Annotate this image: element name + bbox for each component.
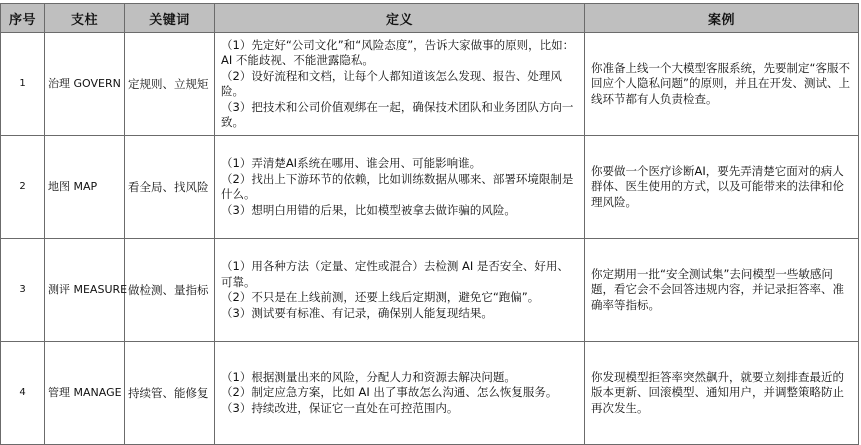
- row-keywords: 做检测、量指标: [125, 239, 215, 342]
- row-keywords: 定规则、立规矩: [125, 33, 215, 136]
- ai-risk-framework-table: [0, 3, 859, 445]
- row-num: 3: [1, 239, 45, 342]
- ai-risk-framework-table-wrapper: [0, 3, 858, 445]
- row-num: 1: [1, 33, 45, 136]
- definition-item: （1）用各种方法（定量、定性或混合）去检测 AI 是否安全、好用、可靠。: [221, 259, 569, 289]
- header-definition: 定义: [215, 4, 585, 33]
- definition-item: （3）把技术和公司价值观绑在一起，确保技术团队和业务团队方向一致。: [221, 99, 574, 129]
- header-keywords: 关键词: [125, 4, 215, 33]
- definition-item: （3）测试要有标准、有记录，确保别人能复现结果。: [221, 305, 493, 320]
- row-keywords: 看全局、找风险: [125, 136, 215, 239]
- row-num: 4: [1, 342, 45, 445]
- table-row: [1, 136, 859, 239]
- definition-item: （1）根据测量出来的风险，分配人力和资源去解决问题。: [221, 369, 516, 384]
- table-header-row: [1, 4, 859, 33]
- header-case: 案例: [585, 4, 859, 33]
- definition-item: （1）先定好“公司文化”和“风险态度”，告诉大家做事的原则，比如：AI 不能歧视、不能泄露隐私。: [221, 37, 575, 67]
- row-pillar: 治理 GOVERN: [45, 33, 125, 136]
- row-pillar: 地图 MAP: [45, 136, 125, 239]
- definition-item: （2）不只是在上线前测，还要上线后定期测，避免它“跑偏”。: [221, 290, 540, 304]
- definition-item: （2）找出上下游环节的依赖，比如训练数据从哪来、部署环境限制是什么。: [221, 171, 574, 201]
- definition-item: （2）制定应急方案，比如 AI 出了事故怎么沟通、怎么恢复服务。: [221, 385, 558, 400]
- table-row: [1, 342, 859, 445]
- definition-item: （2）设好流程和文档，让每个人都知道该怎么发现、报告、处理风险。: [221, 68, 562, 98]
- definition-item: （1）弄清楚AI系统在哪用、谁会用、可能影响谁。: [221, 156, 482, 170]
- row-definition: [215, 136, 585, 239]
- row-definition: [215, 33, 585, 136]
- definition-item: （3）持续改进，保证它一直处在可控范围内。: [221, 400, 459, 415]
- header-pillar: 支柱: [45, 4, 125, 33]
- row-case: 你发现模型拒答率突然飙升，就要立刻排查最近的版本更新、回滚模型、通知用户，并调整策略防止再次发生。: [585, 342, 859, 445]
- row-definition: [215, 239, 585, 342]
- row-num: 2: [1, 136, 45, 239]
- table-row: [1, 33, 859, 136]
- row-pillar: 管理 MANAGE: [45, 342, 125, 445]
- row-pillar: 测评 MEASURE: [45, 239, 125, 342]
- row-case: 你要做一个医疗诊断AI，要先弄清楚它面对的病人群体、医生使用的方式，以及可能带来的法律和伦理风险。: [585, 136, 859, 239]
- table-row: [1, 239, 859, 342]
- row-keywords: 持续管、能修复: [125, 342, 215, 445]
- row-definition: [215, 342, 585, 445]
- definition-item: （3）想明白用错的后果，比如模型被拿去做诈骗的风险。: [221, 202, 516, 217]
- row-case: 你定期用一批“安全测试集”去问模型一些敏感问题，看它会不会回答违规内容，并记录拒答率、准确率等指标。: [585, 239, 859, 342]
- row-case: 你准备上线一个大模型客服系统，先要制定“客服不回应个人隐私问题”的原则，并且在开发、测试、上线环节都有人负责检查。: [585, 33, 859, 136]
- header-num: 序号: [1, 4, 45, 33]
